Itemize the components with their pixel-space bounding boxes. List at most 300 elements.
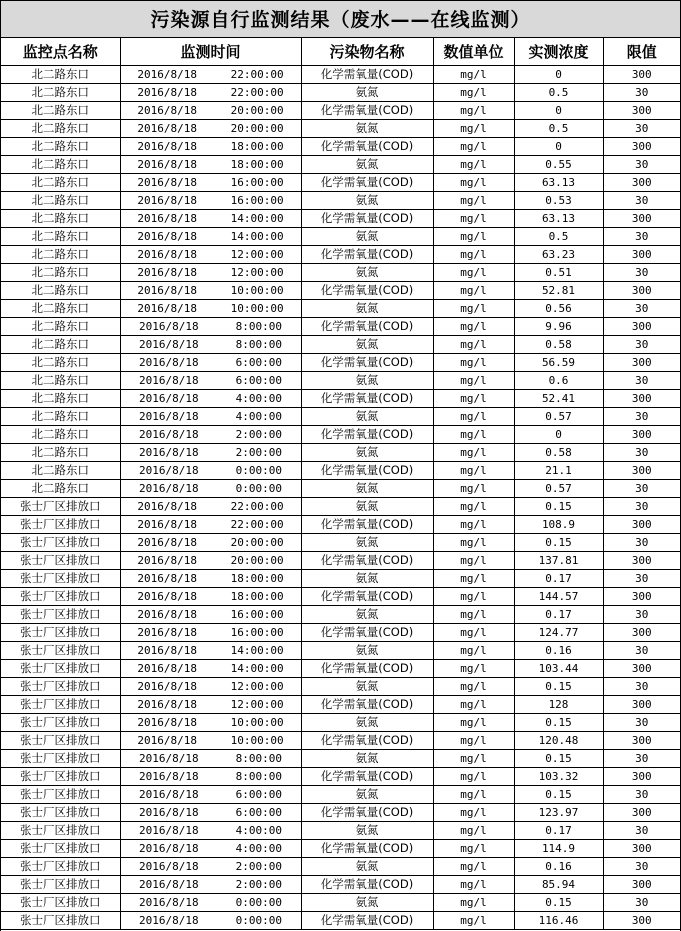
- time-cell: [120, 354, 301, 372]
- clock-text: 10:00:00: [230, 734, 284, 747]
- clock-text: 14:00:00: [230, 662, 284, 675]
- site-cell: 北二路东口: [1, 390, 120, 408]
- unit-cell: mg/l: [433, 570, 514, 588]
- unit-cell: mg/l: [433, 480, 514, 498]
- time-cell: [120, 84, 301, 102]
- value-cell: 0.15: [514, 498, 603, 516]
- time-cell: [120, 858, 301, 876]
- table-row: [1, 102, 680, 120]
- pollutant-cell: 化学需氧量(COD): [301, 426, 433, 444]
- site-cell: 北二路东口: [1, 156, 120, 174]
- time-cell: [120, 768, 301, 786]
- pollutant-cell: 化学需氧量(COD): [301, 282, 433, 300]
- value-cell: 0.15: [514, 894, 603, 912]
- table-row: [1, 408, 680, 426]
- date-text: 2016/8/18: [137, 266, 197, 279]
- table-row: [1, 480, 680, 498]
- site-cell: 北二路东口: [1, 246, 120, 264]
- clock-text: 4:00:00: [235, 392, 282, 405]
- date-text: 2016/8/18: [139, 446, 199, 459]
- time-cell: [120, 534, 301, 552]
- limit-cell: 300: [603, 552, 680, 570]
- limit-cell: 30: [603, 786, 680, 804]
- value-cell: 120.48: [514, 732, 603, 750]
- table-row: [1, 912, 680, 930]
- time-cell: [120, 552, 301, 570]
- table-row: [1, 696, 680, 714]
- unit-cell: mg/l: [433, 858, 514, 876]
- table-row: [1, 714, 680, 732]
- site-cell: 张士厂区排放口: [1, 786, 120, 804]
- value-cell: 0: [514, 66, 603, 84]
- limit-cell: 300: [603, 768, 680, 786]
- table-row: [1, 228, 680, 246]
- time-cell: [120, 210, 301, 228]
- time-cell: [120, 696, 301, 714]
- table-row: [1, 138, 680, 156]
- value-cell: 0.17: [514, 570, 603, 588]
- site-cell: 张士厂区排放口: [1, 588, 120, 606]
- site-cell: 张士厂区排放口: [1, 552, 120, 570]
- date-text: 2016/8/18: [139, 410, 199, 423]
- date-text: 2016/8/18: [139, 824, 199, 837]
- site-cell: 张士厂区排放口: [1, 822, 120, 840]
- value-cell: 0.15: [514, 534, 603, 552]
- header-limit: 限值: [603, 38, 680, 66]
- unit-cell: mg/l: [433, 876, 514, 894]
- clock-text: 4:00:00: [235, 410, 282, 423]
- value-cell: 0.17: [514, 822, 603, 840]
- date-text: 2016/8/18: [137, 230, 197, 243]
- site-cell: 张士厂区排放口: [1, 894, 120, 912]
- table-row: [1, 768, 680, 786]
- pollutant-cell: 化学需氧量(COD): [301, 876, 433, 894]
- limit-cell: 30: [603, 570, 680, 588]
- unit-cell: mg/l: [433, 588, 514, 606]
- pollutant-cell: 氨氮: [301, 192, 433, 210]
- limit-cell: 300: [603, 246, 680, 264]
- site-cell: 张士厂区排放口: [1, 534, 120, 552]
- pollutant-cell: 化学需氧量(COD): [301, 462, 433, 480]
- site-cell: 张士厂区排放口: [1, 876, 120, 894]
- clock-text: 8:00:00: [235, 770, 282, 783]
- time-cell: [120, 102, 301, 120]
- unit-cell: mg/l: [433, 714, 514, 732]
- limit-cell: 300: [603, 102, 680, 120]
- limit-cell: 300: [603, 516, 680, 534]
- site-cell: 张士厂区排放口: [1, 570, 120, 588]
- limit-cell: 300: [603, 660, 680, 678]
- pollutant-cell: 氨氮: [301, 498, 433, 516]
- date-text: 2016/8/18: [137, 500, 197, 513]
- clock-text: 8:00:00: [235, 320, 282, 333]
- table-row: [1, 318, 680, 336]
- clock-text: 6:00:00: [235, 806, 282, 819]
- date-text: 2016/8/18: [139, 788, 199, 801]
- date-text: 2016/8/18: [139, 374, 199, 387]
- time-cell: [120, 318, 301, 336]
- limit-cell: 30: [603, 192, 680, 210]
- unit-cell: mg/l: [433, 696, 514, 714]
- table-row: [1, 174, 680, 192]
- unit-cell: mg/l: [433, 246, 514, 264]
- pollutant-cell: 氨氮: [301, 228, 433, 246]
- date-text: 2016/8/18: [137, 518, 197, 531]
- site-cell: 北二路东口: [1, 138, 120, 156]
- clock-text: 10:00:00: [230, 716, 284, 729]
- pollutant-cell: 化学需氧量(COD): [301, 66, 433, 84]
- table-row: [1, 732, 680, 750]
- unit-cell: mg/l: [433, 534, 514, 552]
- limit-cell: 30: [603, 894, 680, 912]
- site-cell: 张士厂区排放口: [1, 606, 120, 624]
- value-cell: 144.57: [514, 588, 603, 606]
- clock-text: 2:00:00: [235, 878, 282, 891]
- unit-cell: mg/l: [433, 750, 514, 768]
- pollutant-cell: 化学需氧量(COD): [301, 174, 433, 192]
- date-text: 2016/8/18: [137, 248, 197, 261]
- site-cell: 张士厂区排放口: [1, 912, 120, 930]
- limit-cell: 300: [603, 840, 680, 858]
- clock-text: 16:00:00: [230, 194, 284, 207]
- table-row: [1, 570, 680, 588]
- limit-cell: 300: [603, 696, 680, 714]
- value-cell: 0: [514, 426, 603, 444]
- table-row: [1, 192, 680, 210]
- table-row: [1, 624, 680, 642]
- date-text: 2016/8/18: [139, 392, 199, 405]
- date-text: 2016/8/18: [139, 320, 199, 333]
- site-cell: 张士厂区排放口: [1, 678, 120, 696]
- pollutant-cell: 氨氮: [301, 408, 433, 426]
- unit-cell: mg/l: [433, 138, 514, 156]
- limit-cell: 300: [603, 912, 680, 930]
- unit-cell: mg/l: [433, 66, 514, 84]
- unit-cell: mg/l: [433, 804, 514, 822]
- unit-cell: mg/l: [433, 84, 514, 102]
- clock-text: 12:00:00: [230, 266, 284, 279]
- pollutant-cell: 氨氮: [301, 786, 433, 804]
- value-cell: 85.94: [514, 876, 603, 894]
- unit-cell: mg/l: [433, 822, 514, 840]
- pollutant-cell: 化学需氧量(COD): [301, 516, 433, 534]
- table-row: [1, 498, 680, 516]
- pollutant-cell: 化学需氧量(COD): [301, 588, 433, 606]
- time-cell: [120, 822, 301, 840]
- clock-text: 20:00:00: [230, 554, 284, 567]
- clock-text: 4:00:00: [235, 824, 282, 837]
- limit-cell: 300: [603, 318, 680, 336]
- table-row: [1, 210, 680, 228]
- limit-cell: 30: [603, 678, 680, 696]
- clock-text: 4:00:00: [235, 842, 282, 855]
- site-cell: 张士厂区排放口: [1, 768, 120, 786]
- header-row: [1, 38, 680, 66]
- limit-cell: 30: [603, 498, 680, 516]
- table-body: [1, 66, 680, 930]
- clock-text: 10:00:00: [230, 284, 284, 297]
- time-cell: [120, 714, 301, 732]
- date-text: 2016/8/18: [137, 662, 197, 675]
- site-cell: 北二路东口: [1, 210, 120, 228]
- clock-text: 0:00:00: [235, 482, 282, 495]
- date-text: 2016/8/18: [137, 734, 197, 747]
- site-cell: 北二路东口: [1, 192, 120, 210]
- pollutant-cell: 氨氮: [301, 570, 433, 588]
- date-text: 2016/8/18: [137, 626, 197, 639]
- table-row: [1, 840, 680, 858]
- date-text: 2016/8/18: [137, 302, 197, 315]
- date-text: 2016/8/18: [137, 572, 197, 585]
- time-cell: [120, 390, 301, 408]
- unit-cell: mg/l: [433, 426, 514, 444]
- value-cell: 0.5: [514, 228, 603, 246]
- date-text: 2016/8/18: [137, 644, 197, 657]
- pollutant-cell: 氨氮: [301, 156, 433, 174]
- time-cell: [120, 498, 301, 516]
- unit-cell: mg/l: [433, 606, 514, 624]
- clock-text: 20:00:00: [230, 122, 284, 135]
- unit-cell: mg/l: [433, 264, 514, 282]
- unit-cell: mg/l: [433, 228, 514, 246]
- date-text: 2016/8/18: [137, 176, 197, 189]
- date-text: 2016/8/18: [137, 680, 197, 693]
- site-cell: 北二路东口: [1, 120, 120, 138]
- time-cell: [120, 894, 301, 912]
- clock-text: 12:00:00: [230, 698, 284, 711]
- limit-cell: 30: [603, 750, 680, 768]
- date-text: 2016/8/18: [137, 86, 197, 99]
- unit-cell: mg/l: [433, 732, 514, 750]
- header-unit: 数值单位: [433, 38, 514, 66]
- value-cell: 103.32: [514, 768, 603, 786]
- pollutant-cell: 氨氮: [301, 678, 433, 696]
- value-cell: 0.15: [514, 750, 603, 768]
- clock-text: 14:00:00: [230, 644, 284, 657]
- limit-cell: 30: [603, 714, 680, 732]
- pollutant-cell: 化学需氧量(COD): [301, 660, 433, 678]
- pollutant-cell: 氨氮: [301, 894, 433, 912]
- date-text: 2016/8/18: [137, 554, 197, 567]
- value-cell: 0.16: [514, 642, 603, 660]
- unit-cell: mg/l: [433, 372, 514, 390]
- value-cell: 0.57: [514, 408, 603, 426]
- value-cell: 116.46: [514, 912, 603, 930]
- value-cell: 0.15: [514, 714, 603, 732]
- limit-cell: 300: [603, 426, 680, 444]
- site-cell: 北二路东口: [1, 444, 120, 462]
- table-row: [1, 642, 680, 660]
- pollutant-cell: 化学需氧量(COD): [301, 552, 433, 570]
- results-table: [1, 38, 680, 930]
- value-cell: 63.13: [514, 174, 603, 192]
- table-row: [1, 804, 680, 822]
- limit-cell: 30: [603, 858, 680, 876]
- pollutant-cell: 氨氮: [301, 858, 433, 876]
- value-cell: 0.56: [514, 300, 603, 318]
- pollutant-cell: 氨氮: [301, 444, 433, 462]
- sheet-title: 污染源自行监测结果（废水——在线监测）: [1, 0, 680, 38]
- value-cell: 128: [514, 696, 603, 714]
- time-cell: [120, 156, 301, 174]
- date-text: 2016/8/18: [139, 860, 199, 873]
- unit-cell: mg/l: [433, 786, 514, 804]
- date-text: 2016/8/18: [139, 914, 199, 927]
- pollutant-cell: 化学需氧量(COD): [301, 768, 433, 786]
- site-cell: 张士厂区排放口: [1, 696, 120, 714]
- table-row: [1, 444, 680, 462]
- limit-cell: 300: [603, 390, 680, 408]
- value-cell: 0.5: [514, 84, 603, 102]
- limit-cell: 300: [603, 354, 680, 372]
- pollutant-cell: 氨氮: [301, 120, 433, 138]
- date-text: 2016/8/18: [139, 464, 199, 477]
- pollutant-cell: 氨氮: [301, 606, 433, 624]
- clock-text: 16:00:00: [230, 608, 284, 621]
- time-cell: [120, 138, 301, 156]
- limit-cell: 300: [603, 138, 680, 156]
- unit-cell: mg/l: [433, 192, 514, 210]
- site-cell: 北二路东口: [1, 102, 120, 120]
- table-row: [1, 534, 680, 552]
- date-text: 2016/8/18: [137, 212, 197, 225]
- time-cell: [120, 912, 301, 930]
- value-cell: 0.55: [514, 156, 603, 174]
- date-text: 2016/8/18: [139, 428, 199, 441]
- pollutant-cell: 化学需氧量(COD): [301, 354, 433, 372]
- date-text: 2016/8/18: [139, 752, 199, 765]
- time-cell: [120, 876, 301, 894]
- value-cell: 0.53: [514, 192, 603, 210]
- site-cell: 张士厂区排放口: [1, 858, 120, 876]
- table-row: [1, 606, 680, 624]
- site-cell: 张士厂区排放口: [1, 642, 120, 660]
- table-row: [1, 66, 680, 84]
- time-cell: [120, 570, 301, 588]
- time-cell: [120, 462, 301, 480]
- date-text: 2016/8/18: [139, 806, 199, 819]
- pollutant-cell: 氨氮: [301, 84, 433, 102]
- clock-text: 12:00:00: [230, 248, 284, 261]
- time-cell: [120, 336, 301, 354]
- time-cell: [120, 804, 301, 822]
- table-row: [1, 300, 680, 318]
- limit-cell: 300: [603, 462, 680, 480]
- time-cell: [120, 192, 301, 210]
- clock-text: 0:00:00: [235, 464, 282, 477]
- clock-text: 10:00:00: [230, 302, 284, 315]
- unit-cell: mg/l: [433, 498, 514, 516]
- unit-cell: mg/l: [433, 390, 514, 408]
- pollutant-cell: 化学需氧量(COD): [301, 732, 433, 750]
- pollutant-cell: 氨氮: [301, 264, 433, 282]
- date-text: 2016/8/18: [137, 716, 197, 729]
- header-value: 实测浓度: [514, 38, 603, 66]
- unit-cell: mg/l: [433, 912, 514, 930]
- site-cell: 张士厂区排放口: [1, 840, 120, 858]
- clock-text: 12:00:00: [230, 680, 284, 693]
- time-cell: [120, 120, 301, 138]
- clock-text: 14:00:00: [230, 230, 284, 243]
- limit-cell: 30: [603, 444, 680, 462]
- value-cell: 114.9: [514, 840, 603, 858]
- pollutant-cell: 化学需氧量(COD): [301, 210, 433, 228]
- pollutant-cell: 化学需氧量(COD): [301, 246, 433, 264]
- clock-text: 16:00:00: [230, 626, 284, 639]
- clock-text: 6:00:00: [235, 356, 282, 369]
- table-row: [1, 84, 680, 102]
- pollutant-cell: 氨氮: [301, 642, 433, 660]
- table-row: [1, 336, 680, 354]
- clock-text: 2:00:00: [235, 446, 282, 459]
- site-cell: 北二路东口: [1, 426, 120, 444]
- clock-text: 14:00:00: [230, 212, 284, 225]
- date-text: 2016/8/18: [137, 122, 197, 135]
- clock-text: 0:00:00: [235, 914, 282, 927]
- table-row: [1, 156, 680, 174]
- date-text: 2016/8/18: [137, 194, 197, 207]
- value-cell: 0.57: [514, 480, 603, 498]
- site-cell: 北二路东口: [1, 462, 120, 480]
- table-row: [1, 786, 680, 804]
- date-text: 2016/8/18: [137, 158, 197, 171]
- unit-cell: mg/l: [433, 840, 514, 858]
- value-cell: 9.96: [514, 318, 603, 336]
- date-text: 2016/8/18: [139, 770, 199, 783]
- limit-cell: 300: [603, 624, 680, 642]
- time-cell: [120, 228, 301, 246]
- clock-text: 18:00:00: [230, 140, 284, 153]
- site-cell: 张士厂区排放口: [1, 732, 120, 750]
- value-cell: 0: [514, 138, 603, 156]
- limit-cell: 30: [603, 534, 680, 552]
- table-row: [1, 354, 680, 372]
- site-cell: 北二路东口: [1, 174, 120, 192]
- unit-cell: mg/l: [433, 678, 514, 696]
- site-cell: 北二路东口: [1, 300, 120, 318]
- pollutant-cell: 化学需氧量(COD): [301, 318, 433, 336]
- limit-cell: 30: [603, 156, 680, 174]
- time-cell: [120, 660, 301, 678]
- header-pollutant: 污染物名称: [301, 38, 433, 66]
- table-row: [1, 750, 680, 768]
- site-cell: 北二路东口: [1, 84, 120, 102]
- value-cell: 137.81: [514, 552, 603, 570]
- value-cell: 0.16: [514, 858, 603, 876]
- unit-cell: mg/l: [433, 768, 514, 786]
- limit-cell: 300: [603, 282, 680, 300]
- pollutant-cell: 氨氮: [301, 480, 433, 498]
- time-cell: [120, 750, 301, 768]
- time-cell: [120, 786, 301, 804]
- site-cell: 北二路东口: [1, 228, 120, 246]
- unit-cell: mg/l: [433, 894, 514, 912]
- pollutant-cell: 氨氮: [301, 534, 433, 552]
- value-cell: 103.44: [514, 660, 603, 678]
- site-cell: 张士厂区排放口: [1, 750, 120, 768]
- clock-text: 22:00:00: [230, 518, 284, 531]
- time-cell: [120, 408, 301, 426]
- table-row: [1, 516, 680, 534]
- value-cell: 0.58: [514, 336, 603, 354]
- pollutant-cell: 氨氮: [301, 714, 433, 732]
- pollutant-cell: 化学需氧量(COD): [301, 840, 433, 858]
- unit-cell: mg/l: [433, 408, 514, 426]
- site-cell: 北二路东口: [1, 264, 120, 282]
- limit-cell: 300: [603, 876, 680, 894]
- date-text: 2016/8/18: [137, 590, 197, 603]
- time-cell: [120, 246, 301, 264]
